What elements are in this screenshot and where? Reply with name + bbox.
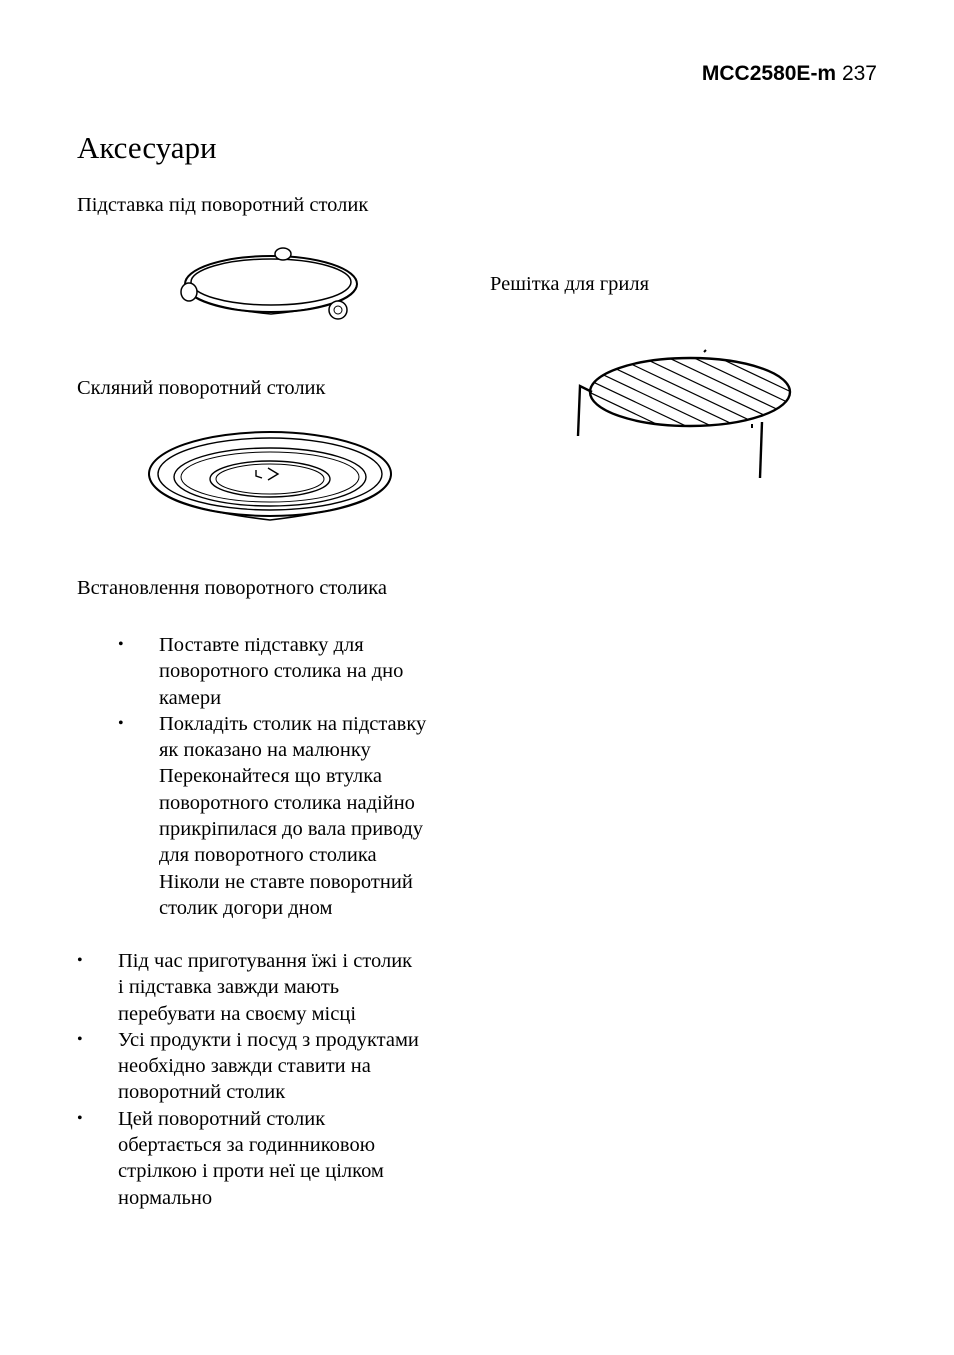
step-line: Покладіть столик на підставку: [159, 712, 427, 735]
bullet: •: [118, 714, 124, 732]
note-line: перебувати на своєму місці: [118, 1002, 357, 1025]
step-line: Поставте підставку для: [159, 634, 364, 656]
usage-note: [77, 1027, 419, 1106]
bullet: •: [77, 1109, 83, 1127]
step-line: прикріпилася до вала приводу: [159, 818, 424, 841]
note-line: необхідно завжди ставити на: [118, 1055, 371, 1078]
glass-tray-illustration: [146, 428, 394, 536]
usage-notes: [77, 948, 419, 1211]
roller-ring-label: Підставка під поворотний столик: [77, 194, 369, 216]
step-line: Ніколи не ставте поворотний: [159, 870, 413, 893]
step-line: поворотного столика надійно: [159, 791, 415, 814]
installation-step: [118, 632, 426, 711]
page-title: Аксесуари: [77, 130, 217, 165]
note-line: Цей поворотний столик: [118, 1107, 326, 1130]
installation-steps: [118, 632, 426, 921]
step-line: як показано на малюнку: [159, 739, 371, 762]
installation-heading: Встановлення поворотного столика: [77, 577, 387, 599]
note-line: нормально: [118, 1186, 213, 1209]
grill-rack-label: Решітка для гриля: [490, 273, 650, 295]
step-line: поворотного столика на дно: [159, 660, 404, 683]
page-number: 237: [841, 62, 877, 85]
note-line: і підставка завжди мають: [118, 976, 340, 999]
note-line: стрілкою і проти неї це цілком: [118, 1160, 384, 1183]
model-number: MCC2580E-m: [701, 62, 837, 85]
grill-rack-illustration: [572, 348, 804, 480]
page-header: [702, 62, 877, 86]
bullet: •: [77, 1030, 83, 1048]
step-line: столик догори дном: [159, 896, 333, 919]
bullet: •: [118, 636, 124, 653]
note-line: поворотний столик: [118, 1081, 286, 1104]
step-line: Переконайтеся що втулка: [159, 765, 383, 788]
bullet: •: [77, 952, 83, 969]
note-line: Під час приготування їжі і столик: [118, 950, 413, 972]
glass-tray-label: Скляний поворотний столик: [77, 377, 326, 399]
step-line: для поворотного столика: [159, 844, 377, 867]
usage-note: [77, 1106, 419, 1211]
roller-ring-illustration: [176, 244, 366, 324]
step-line: камери: [159, 686, 222, 709]
note-line: обертається за годинниковою: [118, 1134, 376, 1157]
note-line: Усі продукти і посуд з продуктами: [118, 1028, 419, 1051]
usage-note: [77, 948, 419, 1027]
installation-step: [118, 711, 426, 921]
